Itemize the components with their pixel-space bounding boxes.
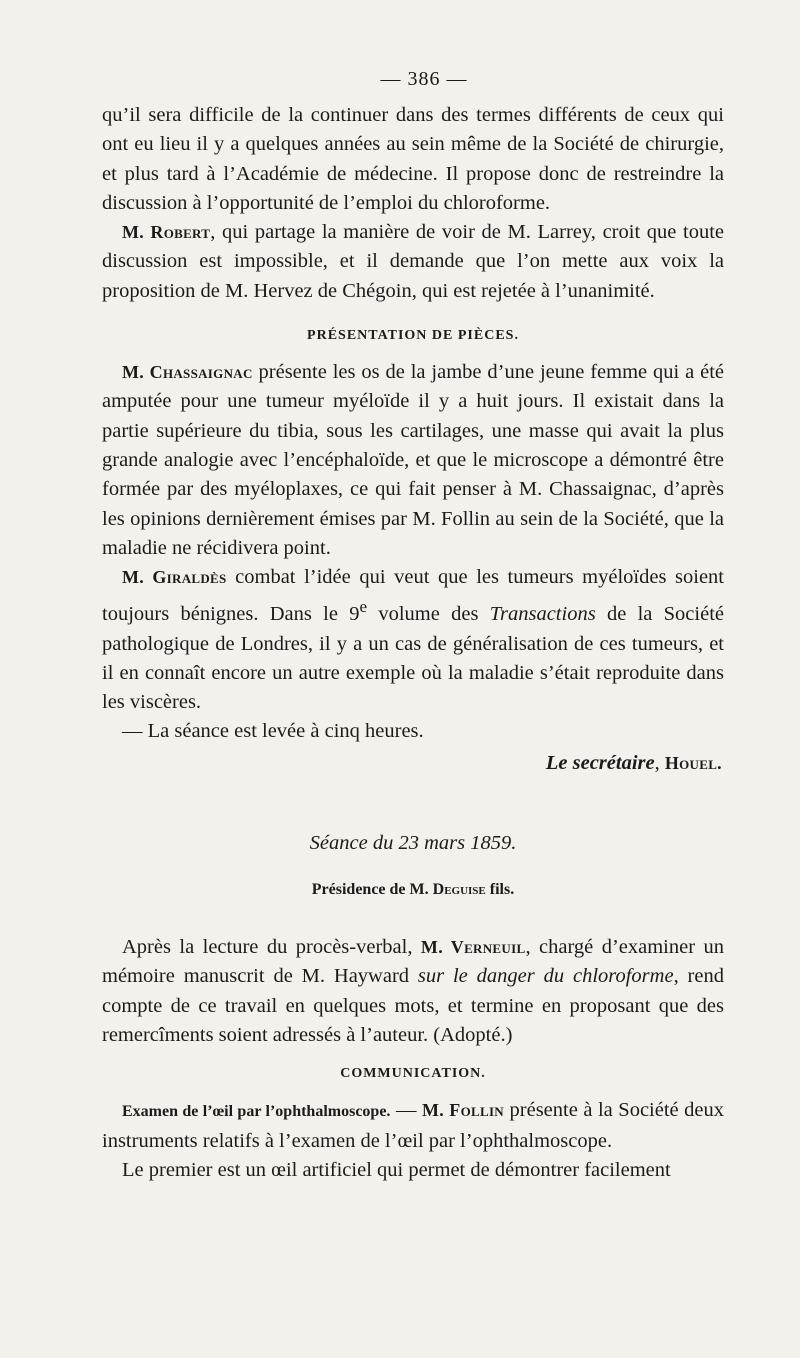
presidence-c: fils. <box>485 881 515 899</box>
paragraph-giraldes <box>102 563 724 717</box>
paragraph-chassaignac-text: présente les os de la jambe d’une jeune femme qui a été amputée pour une tumeur myéloïde il y a huit jours. Il existait dans la partie supérieure du tibia, sous les cartilages, une masse qui avait la plus grande analogie avec l’encéphaloïde, et que le microscope a démontré être formée par des myéloplaxes, ce qui fait penser à M. Chassaignac, d’après les opinions dernièrement émises par M. Follin au sein de la Société, que la maladie ne récidivera point. <box>102 361 725 559</box>
superscript-e: e <box>359 597 368 617</box>
follin-dash: — <box>390 1099 422 1122</box>
seance-title: Séance du 23 mars 1859. <box>309 832 517 855</box>
follin-lead: Examen de l’œil par l’ophthalmoscope. <box>122 1103 391 1121</box>
memoire-title: sur le danger du chloroforme <box>417 965 674 988</box>
signature-name: Houel. <box>664 752 722 773</box>
paragraph-closing-text: — La séance est levée à cinq heures. <box>122 720 424 743</box>
heading-communication: COMMUNICATION. <box>340 1066 486 1082</box>
presidence-a: Présidence de <box>311 881 410 899</box>
speaker-follin: M. Follin <box>422 1100 504 1121</box>
paragraph-verneuil-a: Après la lecture du procès-verbal, <box>122 936 421 959</box>
paragraph-last <box>102 1156 724 1185</box>
heading-presentation-pieces: PRÉSENTATION DE PIÈCES. <box>307 328 519 344</box>
speaker-giraldes: M. Giraldès <box>122 567 227 588</box>
paragraph-giraldes-text-c: de la Société pathologique de Londres, il y a un cas de généralisation de ces tumeurs, et il en connaît encore un autre exemple où la maladie s’était reproduite dans les viscères. <box>102 603 724 714</box>
paragraph-robert-text: , qui partage la manière de voir de M. Larrey, croit que toute discussion est impossible, et il demande que l’on mette aux voix la proposition de M. Hervez de Chégoin, qui est rejetée à l’unanimité. <box>102 221 725 302</box>
transactions-title: Transactions <box>489 603 596 626</box>
signature: Le secrétaire, Houel. <box>545 751 722 774</box>
presidence-name: M. Deguise <box>409 881 486 899</box>
paragraph-verneuil-c: , rend compte de ce travail en quelques mots, et termine en proposant que des remercîments soient adressés à l’auteur. (Adopté.) <box>102 965 724 1046</box>
speaker-robert: M. Robert <box>122 222 211 243</box>
paragraph-verneuil <box>102 933 724 1050</box>
speaker-chassaignac: M. Chassaignac <box>122 362 253 383</box>
paragraph-closing <box>102 717 724 746</box>
paragraph-robert <box>102 218 724 306</box>
paragraph-chassaignac <box>102 358 724 563</box>
paragraph-verneuil-b: , chargé d’examiner un mémoire manuscrit de M. Hayward <box>102 936 724 988</box>
signature-role: Le secrétaire <box>545 751 655 774</box>
paragraph-giraldes-text-b: volume des <box>367 603 490 626</box>
paragraph-follin <box>102 1096 724 1156</box>
presidence-line <box>102 881 724 899</box>
paragraph-1-text: qu’il sera difficile de la continuer dans des termes différents de ceux qui ont eu lieu il y a quelques années au sein même de la Société de chirurgie, et plus tard à l’Académie de médecine. Il propose donc de restreindre la discussion à l’opportunité de l’emploi du chloroforme. <box>102 104 724 214</box>
page-number: — 386 — <box>380 68 468 90</box>
paragraph-last-text: Le premier est un œil artificiel qui permet de démontrer facilement <box>122 1158 671 1181</box>
speaker-verneuil: M. Verneuil <box>420 937 526 958</box>
paragraph-follin-text: présente à la Société deux instruments relatifs à l’examen de l’œil par l’ophthalmoscope. <box>102 1099 725 1152</box>
paragraph-giraldes-text-a: combat l’idée qui veut que les tumeurs myéloïdes soient toujours bénignes. Dans le 9 <box>102 566 725 626</box>
paragraph-1 <box>102 101 724 218</box>
